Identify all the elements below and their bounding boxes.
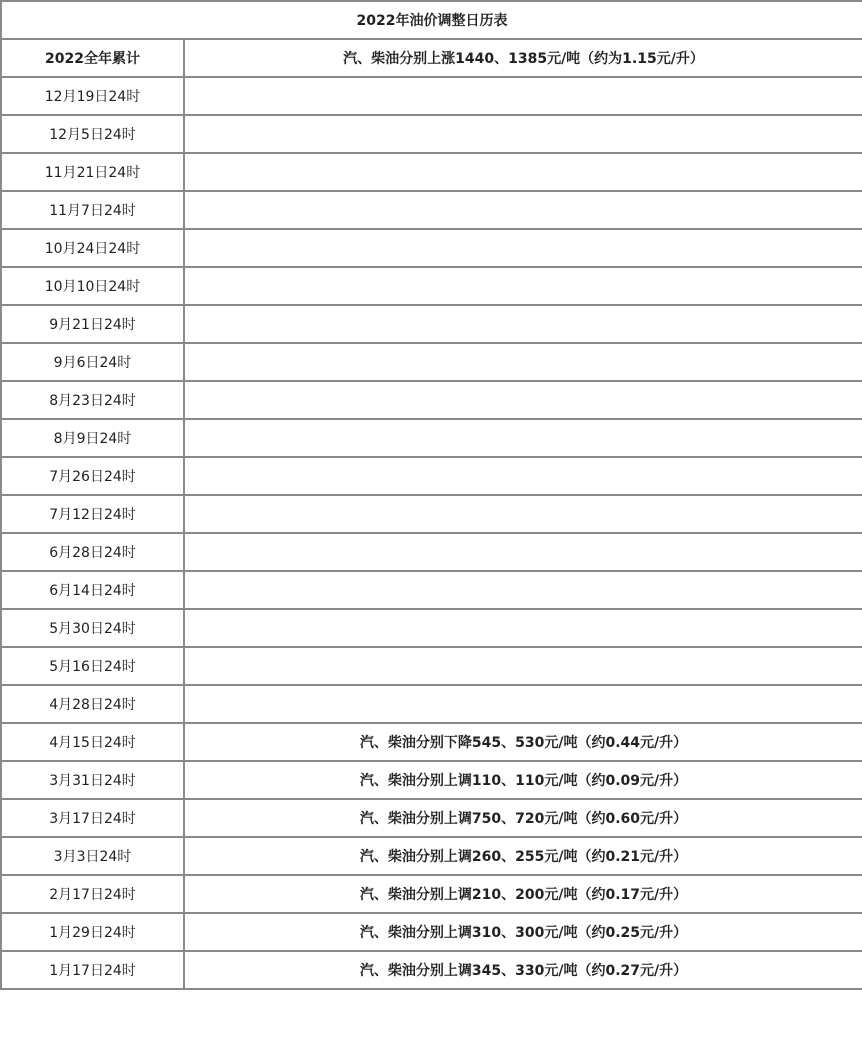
adjustment-date-cell: 3月17日24时: [1, 799, 184, 837]
title-row: [1, 1, 862, 39]
adjustment-detail-cell: [184, 153, 862, 191]
summary-row: [1, 39, 862, 77]
adjustment-detail-cell: [184, 267, 862, 305]
table-row: [1, 913, 862, 951]
adjustment-detail-cell: [184, 229, 862, 267]
adjustment-date-cell: 5月16日24时: [1, 647, 184, 685]
table-title: 2022年油价调整日历表: [1, 1, 862, 39]
adjustment-detail-cell: 汽、柴油分别上调260、255元/吨（约0.21元/升）: [184, 837, 862, 875]
table-row: [1, 837, 862, 875]
adjustment-date-cell: 9月21日24时: [1, 305, 184, 343]
adjustment-detail-cell: 汽、柴油分别上调345、330元/吨（约0.27元/升）: [184, 951, 862, 989]
adjustment-detail-cell: [184, 533, 862, 571]
adjustment-date-cell: 7月26日24时: [1, 457, 184, 495]
adjustment-detail-cell: [184, 343, 862, 381]
table-row: [1, 799, 862, 837]
adjustment-detail-cell: 汽、柴油分别上调210、200元/吨（约0.17元/升）: [184, 875, 862, 913]
table-row: [1, 495, 862, 533]
table-row: [1, 115, 862, 153]
adjustment-date-cell: 4月15日24时: [1, 723, 184, 761]
adjustment-date-cell: 8月23日24时: [1, 381, 184, 419]
adjustment-date-cell: 11月7日24时: [1, 191, 184, 229]
adjustment-detail-cell: [184, 305, 862, 343]
adjustment-detail-cell: [184, 191, 862, 229]
table-row: [1, 723, 862, 761]
adjustment-date-cell: 5月30日24时: [1, 609, 184, 647]
adjustment-date-cell: 3月3日24时: [1, 837, 184, 875]
adjustment-date-cell: 1月17日24时: [1, 951, 184, 989]
table-row: [1, 419, 862, 457]
adjustment-detail-cell: [184, 571, 862, 609]
adjustment-detail-cell: 汽、柴油分别上调310、300元/吨（约0.25元/升）: [184, 913, 862, 951]
adjustment-date-cell: 9月6日24时: [1, 343, 184, 381]
table-row: [1, 609, 862, 647]
adjustment-date-cell: 6月14日24时: [1, 571, 184, 609]
adjustment-detail-cell: [184, 495, 862, 533]
adjustment-date-cell: 12月5日24时: [1, 115, 184, 153]
summary-text: 汽、柴油分别上涨1440、1385元/吨（约为1.15元/升）: [184, 39, 862, 77]
adjustment-detail-cell: [184, 419, 862, 457]
adjustment-date-cell: 8月9日24时: [1, 419, 184, 457]
table-row: [1, 571, 862, 609]
adjustment-date-cell: 10月24日24时: [1, 229, 184, 267]
adjustment-date-cell: 1月29日24时: [1, 913, 184, 951]
adjustment-detail-cell: 汽、柴油分别上调750、720元/吨（约0.60元/升）: [184, 799, 862, 837]
adjustment-detail-cell: 汽、柴油分别下降545、530元/吨（约0.44元/升）: [184, 723, 862, 761]
table-row: [1, 761, 862, 799]
adjustment-detail-cell: [184, 77, 862, 115]
adjustment-detail-cell: 汽、柴油分别上调110、110元/吨（约0.09元/升）: [184, 761, 862, 799]
adjustment-date-cell: 7月12日24时: [1, 495, 184, 533]
table-row: [1, 381, 862, 419]
adjustment-date-cell: 10月10日24时: [1, 267, 184, 305]
table-body: [1, 1, 862, 989]
table-row: [1, 267, 862, 305]
adjustment-detail-cell: [184, 609, 862, 647]
summary-label: 2022全年累计: [1, 39, 184, 77]
adjustment-detail-cell: [184, 457, 862, 495]
table-row: [1, 191, 862, 229]
adjustment-date-cell: 2月17日24时: [1, 875, 184, 913]
table-row: [1, 229, 862, 267]
table-row: [1, 647, 862, 685]
table-row: [1, 343, 862, 381]
adjustment-detail-cell: [184, 381, 862, 419]
table-row: [1, 875, 862, 913]
table-row: [1, 533, 862, 571]
adjustment-date-cell: 3月31日24时: [1, 761, 184, 799]
table-row: [1, 685, 862, 723]
table-row: [1, 153, 862, 191]
adjustment-detail-cell: [184, 647, 862, 685]
table-row: [1, 457, 862, 495]
adjustment-date-cell: 4月28日24时: [1, 685, 184, 723]
table-row: [1, 77, 862, 115]
adjustment-date-cell: 12月19日24时: [1, 77, 184, 115]
adjustment-detail-cell: [184, 685, 862, 723]
table-row: [1, 951, 862, 989]
adjustment-date-cell: 11月21日24时: [1, 153, 184, 191]
table-row: [1, 305, 862, 343]
adjustment-date-cell: 6月28日24时: [1, 533, 184, 571]
adjustment-detail-cell: [184, 115, 862, 153]
